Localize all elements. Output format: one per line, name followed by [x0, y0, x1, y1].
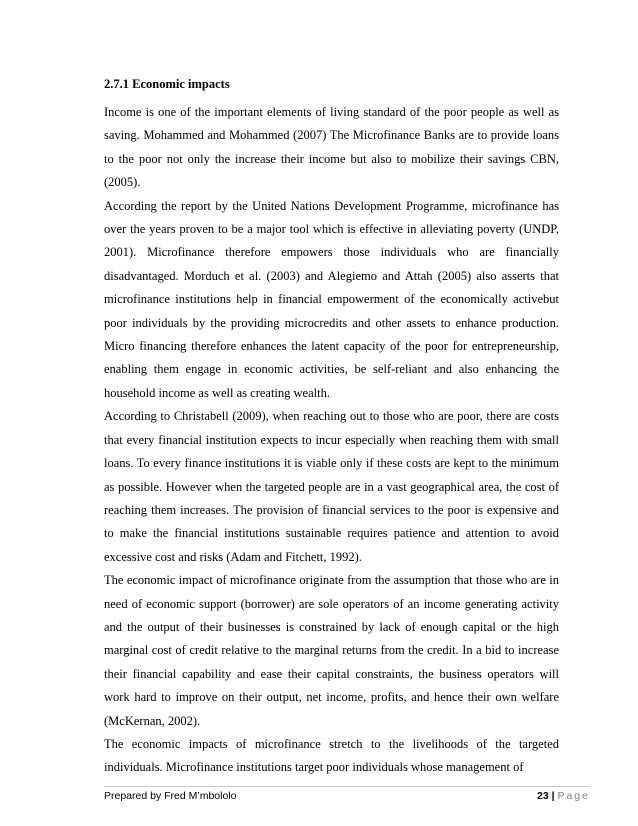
paragraph: The economic impact of microfinance originate from the assumption that those who are in need of economic support (borrower) are sole operators of an income generating activity and the output of their businesses is constrained by lack of enough capital or the high marginal cost of credit relative to the marginal returns from the credit. In a bid to increase their financial capability and ease their capital constraints, the business operators will work hard to improve on their output, net income, profits, and hence their own welfare (McKernan, 2002).: [104, 573, 559, 728]
footer-separator: |: [551, 790, 555, 802]
page-label: Page: [557, 790, 590, 802]
body-text: [104, 101, 559, 780]
section-heading: 2.7.1 Economic impacts: [104, 77, 230, 91]
paragraph: The economic impacts of microfinance stretch to the livelihoods of the targeted individuals. Microfinance institutions target poor individuals whose management of: [104, 736, 559, 775]
paragraph: According to Christabell (2009), when reaching out to those who are poor, there are costs that every financial institution expects to incur especially when reaching them with small loans. To every finance institutions it is viable only if these costs are kept to the minimum as possible. However when the targeted people are in a vast geographical area, the cost of reaching them increases. The provision of financial services to the poor is expensive and to make the financial institutions sustainable requires patience and attention to avoid excessive cost and risks (Adam and Fitchett, 1992).: [104, 409, 559, 564]
footer-divider: [104, 786, 590, 787]
paragraph: According the report by the United Nations Development Programme, microfinance has over the years proven to be a major tool which is effective in alleviating poverty (UNDP, 2001). Microfinance therefore empowers those individuals who are financially disadvantaged. Morduch et al. (2003) and Alegiemo and Attah (2005) also asserts that microfinance institutions help in financial empowerment of the economically activebut poor individuals by the providing microcredits and other assets to enhance production. Micro financing therefore enhances the latent capacity of the poor for entrepreneurship, enabling them engage in economic activities, be self-reliant and also enhancing the household income as well as creating wealth.: [104, 198, 559, 400]
page-number: 23: [536, 790, 549, 802]
page-footer: [104, 788, 590, 804]
paragraph: Income is one of the important elements of living standard of the poor people as well as saving. Mohammed and Mohammed (2007) The Microfinance Banks are to provide loans to the poor not only the increase their income but also to mobilize their savings CBN, (2005).: [104, 105, 559, 190]
footer-page-info: [537, 788, 590, 804]
footer-author: Prepared by Fred M’mbololo: [104, 790, 237, 802]
